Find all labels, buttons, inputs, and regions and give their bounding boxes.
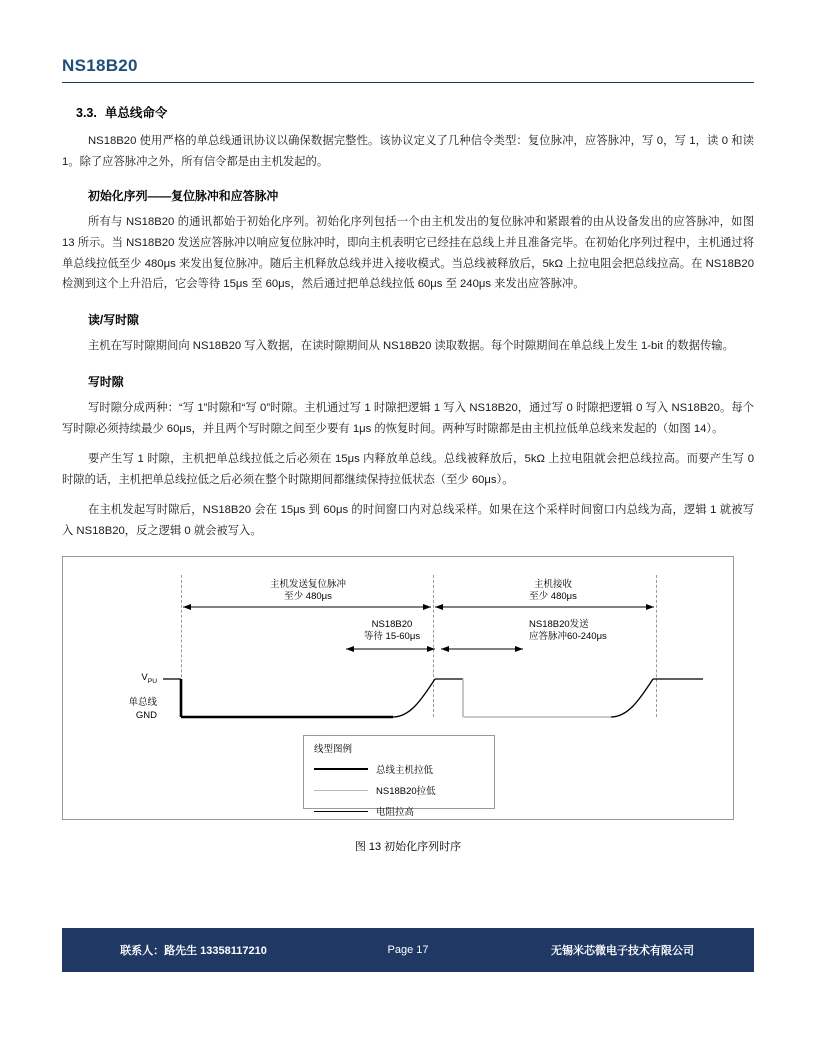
legend-item-device-low [304, 780, 494, 801]
section-title: 单总线命令 [104, 106, 168, 120]
figure-legend [303, 735, 495, 819]
footer-contact: 联系人：路先生 13358117210 [120, 945, 267, 957]
section-number: 3.3. [76, 106, 97, 120]
section-intro-paragraph: NS18B20 使用严格的单总线通讯协议以确保数据完整性。该协议定义了几种信令类型：复位脉冲，应答脉冲，写 0，写 1，读 0 和读 1。除了应答脉冲之外，所有信令都是由主机发起的。 [62, 135, 754, 168]
footer-page-number: Page 17 [387, 944, 429, 956]
page-content [62, 56, 754, 854]
legend-item-master-low [304, 759, 494, 780]
section-heading [76, 103, 754, 121]
figure-caption: 图 13 初始化序列时序 [354, 840, 462, 853]
subsection-init-paragraph-1: 所有与 NS18B20 的通讯都始于初始化序列。初始化序列包括一个由主机发出的复位脉冲和紧跟着的由从设备发出的应答脉冲，如图 13 所示。当 NS18B20 发送应答脉冲以响应复位脉冲时，即向主机表明它已经挂在总线上并且准备完毕。在初始化序列过程中，主机通过将单总线拉低至少 480μs 来发出复位脉冲。随后主机释放总线并进入接收模式。当总线被释放后，5kΩ 上拉电阻会把总线拉高。在 NS18B20 检测到这个上升沿后，它会等待 15μs 至 60μs，然后通过把单总线拉低 60μs 至 240μs 来发出应答脉冲。 [62, 215, 754, 291]
label-gnd: GND [135, 709, 157, 721]
label-master-rx: 主机接收 至少 480μs [529, 578, 577, 603]
label-presence-pulse: NS18B20发送 应答脉冲60-240μs [529, 618, 607, 643]
label-master-tx: 主机发送复位脉冲 至少 480μs [269, 578, 346, 603]
label-bus: 单总线 [128, 696, 157, 708]
page-footer [62, 928, 754, 972]
subsection-write-paragraph-3: 在主机发起写时隙后，NS18B20 会在 15μs 到 60μs 的时间窗口内对总线采样。如果在这个采样时间窗口内总线为高，逻辑 1 就被写入 NS18B20，反之逻辑 0 就会被写入。 [62, 503, 754, 537]
legend-label-master-low: 总线主机拉低 [376, 765, 434, 777]
legend-title: 线型图例 [314, 743, 353, 755]
title-divider [62, 82, 754, 83]
legend-item-pullup [304, 801, 494, 822]
subsection-heading-readwrite: 读/写时隙 [88, 313, 139, 328]
legend-label-pullup: 电阻拉高 [376, 807, 415, 819]
figure-13-timing-diagram [62, 556, 734, 820]
subsection-write-paragraph-1: 写时隙分成两种：“写 1”时隙和“写 0”时隙。主机通过写 1 时隙把逻辑 1 写入 NS18B20，通过写 0 时隙把逻辑 0 写入 NS18B20。每个写时隙必须持续最少 60μs，并且两个写时隙之间至少要有 1μs 的恢复时间。两种写时隙都是由主机拉低单总线来发起的（如图 14）。 [62, 402, 754, 436]
subsection-write-paragraph-2: 要产生写 1 时隙，主机把单总线拉低之后必须在 15μs 内释放单总线。总线被释放后，5kΩ 上拉电阻就会把总线拉高。而要产生写 0 时隙的话，主机把单总线拉低之后必须在整个时隙期间都继续保持拉低状态（至少 60μs）。 [62, 453, 754, 486]
document-title: NS18B20 [62, 56, 138, 75]
legend-swatch-pullup-icon [314, 811, 368, 812]
footer-company: 无锡米芯微电子技术有限公司 [551, 945, 695, 957]
legend-label-device-low: NS18B20拉低 [376, 786, 436, 798]
label-ns18b20-wait: NS18B20 等待 15-60μs [363, 618, 421, 643]
subsection-heading-init: 初始化序列——复位脉冲和应答脉冲 [88, 188, 279, 203]
label-vpu: $V_{PU}$ [141, 671, 157, 685]
legend-swatch-device-low-icon [314, 790, 368, 791]
subsection-readwrite-paragraph-1: 主机在写时隙期间向 NS18B20 写入数据，在读时隙期间从 NS18B20 读取数据。每个时隙期间在单总线上发生 1-bit 的数据传输。 [88, 340, 734, 353]
subsection-heading-write: 写时隙 [88, 375, 124, 390]
legend-swatch-master-low-icon [314, 768, 368, 770]
